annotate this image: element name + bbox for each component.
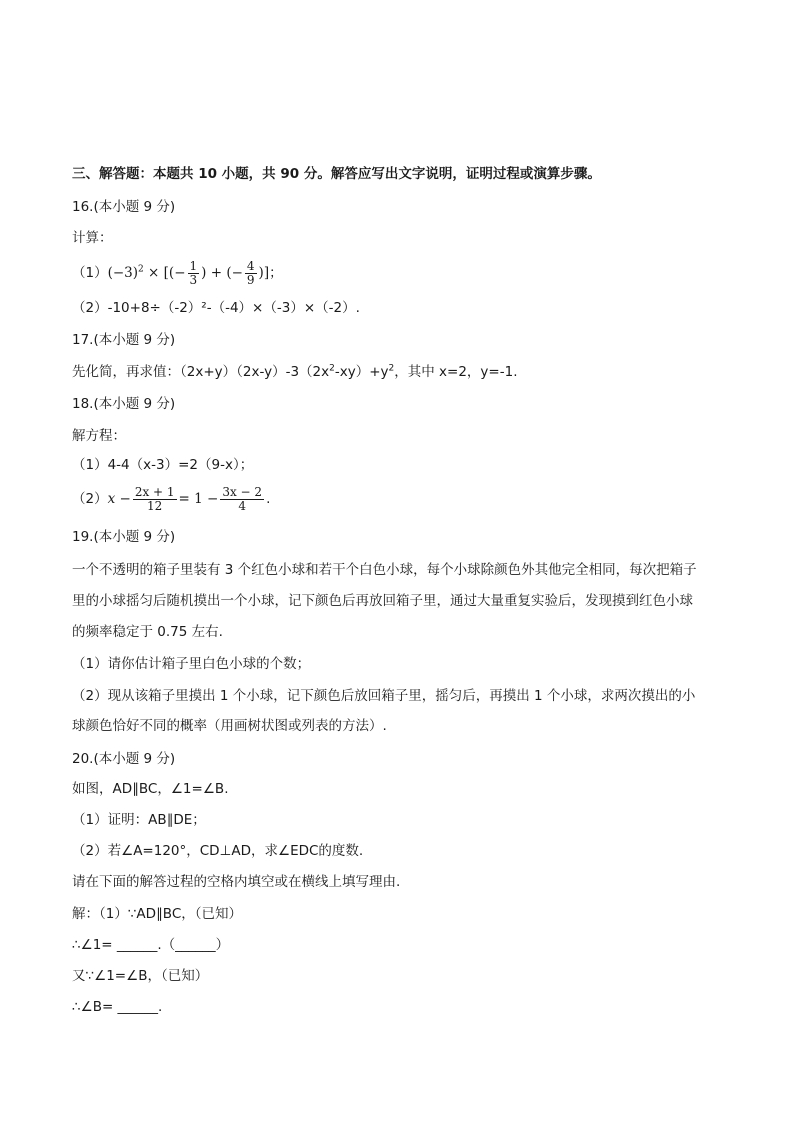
q19-part2-line-2: 球颜色恰好不同的概率（用画树状图或列表的方法）. xyxy=(72,718,387,734)
q20-instruction: 请在下面的解答过程的空格内填空或在横线上填写理由. xyxy=(72,874,401,890)
q17-text-b: -xy）+y xyxy=(334,364,389,380)
q18-part2-end: . xyxy=(266,491,271,507)
q18-fraction-1 xyxy=(133,486,177,513)
q19-title: 19.(本小题 9 分) xyxy=(72,529,176,545)
q20-solution-line-4: ∴∠B= ______. xyxy=(72,999,163,1015)
q16-part1-exp: 2 xyxy=(138,264,144,275)
q19-part1: （1）请你估计箱子里白色小球的个数； xyxy=(72,656,311,672)
q17-exp1: 2 xyxy=(329,363,335,374)
q20-solution-line-1: 解：（1）∵AD∥BC，（已知） xyxy=(72,906,243,922)
q19-part2-line-1: （2）现从该箱子里摸出 1 个小球，记下颜色后放回箱子里，摇匀后，再摸出 1 个小球，求两次摸出的小 xyxy=(72,688,696,704)
q20-solution-line-2: ∴∠1= ______.（______） xyxy=(72,937,230,953)
q16-fraction-1 xyxy=(188,260,200,287)
q18-fraction-2-den: 4 xyxy=(238,498,247,513)
q20-solution-line-3: 又∵∠1=∠B，（已知） xyxy=(72,968,209,984)
q16-part1-a: (−3) xyxy=(107,265,139,281)
q19-paragraph-line-3: 的频率稳定于 0.75 左右. xyxy=(72,624,223,640)
q20-title: 20.(本小题 9 分) xyxy=(72,751,176,767)
q18-part2 xyxy=(72,484,734,514)
q16-part1-prefix: （1） xyxy=(72,265,108,281)
q16-part2: （2）-10+8÷（-2）²-（-4）×（-3）×（-2）. xyxy=(72,300,360,316)
q20-intro: 如图，AD∥BC，∠1=∠B. xyxy=(72,781,229,797)
q20-part2: （2）若∠A=120°，CD⊥AD，求∠EDC的度数. xyxy=(72,843,364,859)
q16-prompt: 计算： xyxy=(72,230,113,246)
q18-part2-prefix: （2） xyxy=(72,491,108,507)
section-heading: 三、解答题：本题共 10 小题，共 90 分。解答应写出文字说明，证明过程或演算步骤。 xyxy=(72,166,601,182)
q19-paragraph-line-2: 里的小球摇匀后随机摸出一个小球，记下颜色后再放回箱子里，通过大量重复实验后，发现摸到红色小球 xyxy=(72,593,693,609)
q17-text-c: ，其中 x=2，y=-1. xyxy=(394,364,518,380)
q17-text-a: 先化简，再求值：（2x+y）（2x-y）-3（2x xyxy=(72,364,330,380)
q18-part1: （1）4-4（x-3）=2（9-x）； xyxy=(72,457,254,473)
q16-part1-c: ) + (− xyxy=(201,265,243,281)
q18-fraction-2-num: 3x − 2 xyxy=(222,484,263,499)
q16-fraction-2 xyxy=(245,260,257,287)
q20-part1: （1）证明：AB∥DE； xyxy=(72,812,206,828)
q16-title: 16.(本小题 9 分) xyxy=(72,199,176,215)
q16-fraction-1-den: 3 xyxy=(189,272,198,287)
q17-title: 17.(本小题 9 分) xyxy=(72,332,176,348)
q18-fraction-2 xyxy=(220,486,264,513)
q16-part1 xyxy=(72,258,734,288)
q18-title: 18.(本小题 9 分) xyxy=(72,396,176,412)
q19-paragraph-line-1: 一个不透明的箱子里装有 3 个红色小球和若干个白色小球，每个小球除颜色外其他完全相同，每次把箱子 xyxy=(72,562,697,578)
q16-fraction-2-num: 4 xyxy=(246,258,255,273)
q16-fraction-2-den: 9 xyxy=(246,272,255,287)
q18-part2-a: x − xyxy=(107,491,131,507)
q18-part2-b: = 1 − xyxy=(178,491,219,507)
q17-text xyxy=(72,362,734,382)
q18-fraction-1-num: 2x + 1 xyxy=(134,484,175,499)
q18-fraction-1-den: 12 xyxy=(147,498,163,513)
q16-part1-d: )]； xyxy=(258,265,283,281)
q16-part1-b: × [(− xyxy=(143,265,186,281)
q17-exp2: 2 xyxy=(388,363,395,374)
q18-prompt: 解方程： xyxy=(72,428,126,444)
q16-fraction-1-num: 1 xyxy=(189,258,198,273)
